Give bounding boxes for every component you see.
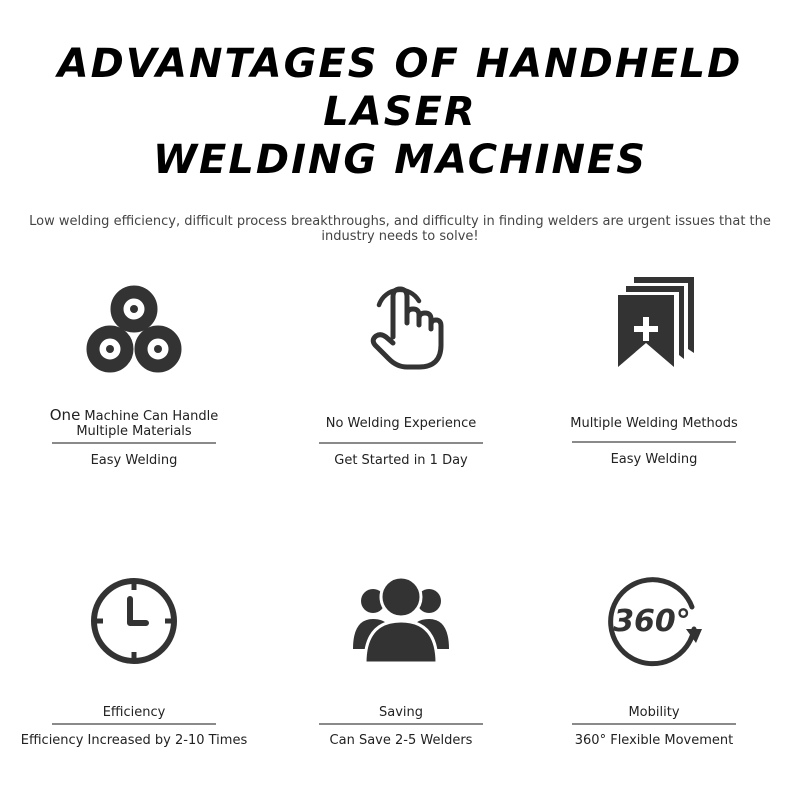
people-icon <box>351 571 451 671</box>
feature-label: No Welding Experience <box>325 416 477 431</box>
feature-divider <box>319 723 483 725</box>
touch-hand-icon <box>351 275 451 375</box>
feature-sub: Easy Welding <box>610 452 698 467</box>
feature-multiple-materials <box>4 275 264 505</box>
feature-label: Efficiency <box>102 705 166 720</box>
feature-divider <box>572 441 736 443</box>
bookmark-plus-icon <box>604 275 704 375</box>
feature-divider <box>319 442 483 444</box>
materials-circles-icon <box>84 279 184 379</box>
feature-mobility <box>524 571 784 801</box>
feature-sub: Get Started in 1 Day <box>334 453 468 468</box>
feature-label: Saving <box>378 705 423 720</box>
feature-sub: Can Save 2-5 Welders <box>329 733 473 748</box>
title-line-1: ADVANTAGES OF HANDHELD <box>57 41 743 87</box>
clock-icon <box>84 571 184 671</box>
feature-label: Mobility <box>628 705 680 720</box>
feature-no-experience <box>271 275 531 505</box>
page-title <box>0 40 800 184</box>
feature-welding-methods <box>524 275 784 505</box>
feature-divider <box>572 723 736 725</box>
feature-sub: Efficiency Increased by 2-10 Times <box>20 733 248 748</box>
feature-efficiency <box>4 571 264 801</box>
feature-label: Multiple Welding Methods <box>570 416 738 431</box>
feature-label-line2: Multiple Materials <box>76 424 192 439</box>
rotate-360-icon-text: 360° <box>613 604 691 639</box>
feature-saving <box>271 571 531 801</box>
title-line-3: WELDING MACHINES <box>152 137 648 183</box>
feature-sub: Easy Welding <box>90 453 178 468</box>
feature-label-rest: Machine Can Handle <box>80 409 219 424</box>
feature-label-word: One <box>49 406 81 424</box>
feature-sub: 360° Flexible Movement <box>574 733 734 748</box>
rotate-360-icon <box>604 571 704 671</box>
feature-label <box>4 408 264 439</box>
feature-divider <box>52 723 216 725</box>
feature-divider <box>52 442 216 444</box>
title-line-2: LASER <box>323 89 477 135</box>
page-subtitle: Low welding efficiency, difficult process breakthroughs, and difficulty in finding welders are urgent issues that the industry needs to solve! <box>29 214 771 244</box>
